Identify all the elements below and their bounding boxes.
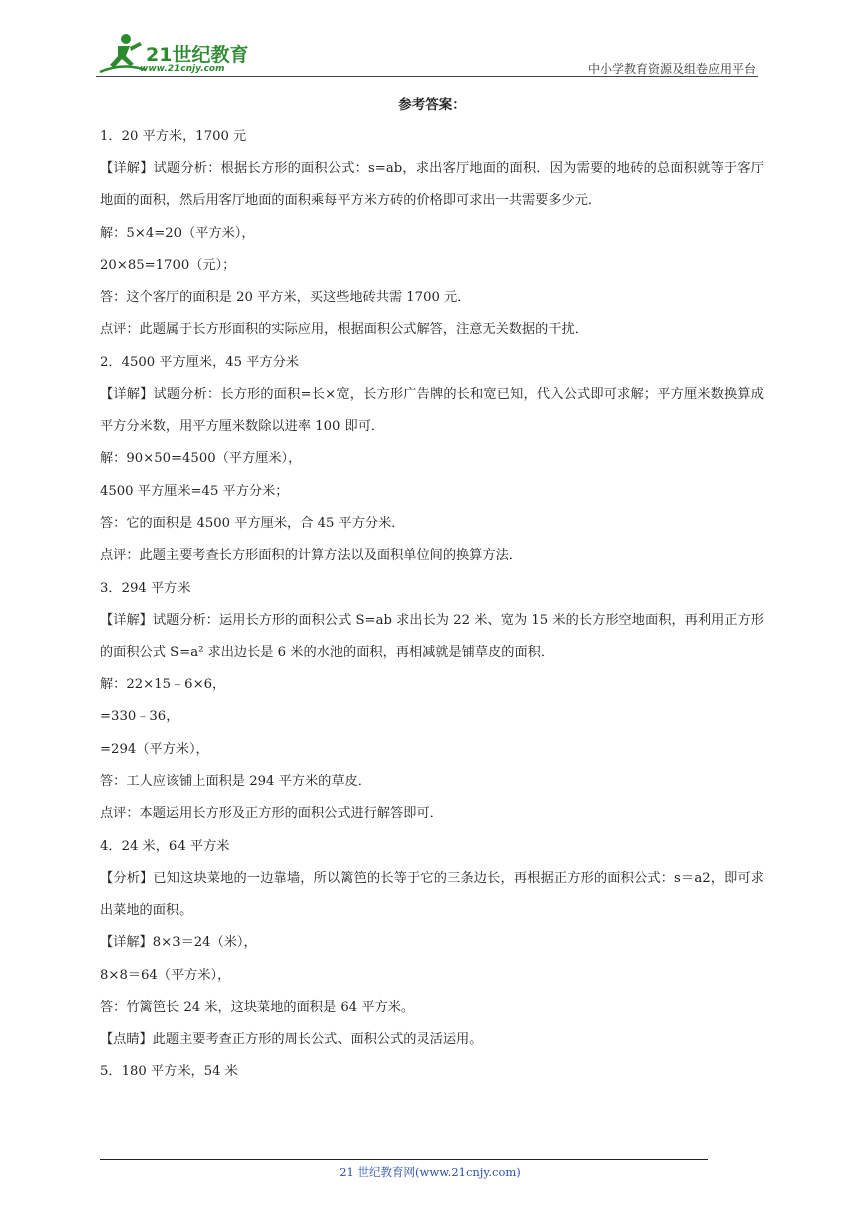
logo bbox=[96, 32, 266, 76]
answer-line: =330﹣36， bbox=[100, 709, 180, 725]
answer-block-5 bbox=[100, 1062, 764, 1082]
answer-detail: 【详解】试题分析：根据长方形的面积公式：s=ab，求出客厅地面的面积．因为需要的地砖的总面积就等于客厅地面的面积，然后用客厅地面的面积乘每平方米方砖的价格即可求出一共需要多少元． bbox=[100, 161, 764, 209]
answer-detail: 【详解】试题分析：运用长方形的面积公式 S=ab 求出长为 22 米、宽为 15 米的长方形空地面积，再利用正方形的面积公式 S=a² 求出边长是 6 米的水池的面积，再相减就是铺草皮的面积． bbox=[100, 612, 764, 660]
answer-detail: 【详解】试题分析：长方形的面积=长×宽，长方形广告牌的长和宽已知，代入公式即可求解；平方厘米数换算成平方分米数，用平方厘米数除以进率 100 即可． bbox=[100, 387, 764, 435]
answer-block-3 bbox=[100, 579, 764, 837]
answer-heading: 3．294 平方米 bbox=[100, 580, 191, 596]
footer-text: 21 世纪教育网(www.21cnjy.com) bbox=[339, 1165, 521, 1179]
logo-text: 21世纪教育 bbox=[146, 44, 249, 66]
page-header bbox=[96, 30, 758, 78]
answer-heading: 1．20 平方米，1700 元 bbox=[100, 129, 247, 144]
answer-line: 答：竹篱笆长 24 米，这块菜地的面积是 64 平方米。 bbox=[100, 999, 415, 1015]
answer-content bbox=[100, 96, 764, 1082]
answer-heading: 5．180 平方米，54 米 bbox=[100, 1064, 238, 1080]
answer-comment: 【点睛】此题主要考查正方形的周长公式、面积公式的灵活运用。 bbox=[100, 1032, 483, 1048]
answer-line: 解：5×4=20（平方米）， bbox=[100, 225, 255, 241]
footer-divider bbox=[100, 1159, 708, 1160]
answer-heading: 2．4500 平方厘米，45 平方分米 bbox=[100, 354, 299, 370]
answer-comment: 点评：本题运用长方形及正方形的面积公式进行解答即可． bbox=[100, 806, 443, 822]
page-title: 参考答案： bbox=[398, 97, 466, 113]
header-divider bbox=[96, 76, 758, 77]
answer-line: 8×8＝64（平方米）， bbox=[100, 967, 231, 983]
answer-analysis: 【分析】已知这块菜地的一边靠墙，所以篱笆的长等于它的三条边长，再根据正方形的面积公式：s＝a2，即可求出菜地的面积。 bbox=[100, 870, 764, 918]
platform-label: 中小学教育资源及组卷应用平台 bbox=[587, 62, 756, 76]
answer-comment: 点评：此题主要考查长方形面积的计算方法以及面积单位间的换算方法． bbox=[100, 548, 522, 564]
answer-line: 解：90×50=4500（平方厘米）， bbox=[100, 451, 302, 467]
answer-line: 答：这个客厅的面积是 20 平方米，买这些地砖共需 1700 元． bbox=[100, 290, 471, 306]
answer-line: 解：22×15﹣6×6， bbox=[100, 677, 226, 693]
answer-heading: 4．24 米，64 平方米 bbox=[100, 838, 230, 854]
answer-comment: 点评：此题属于长方形面积的实际应用，根据面积公式解答，注意无关数据的干扰． bbox=[100, 322, 588, 338]
answer-line: 答：它的面积是 4500 平方厘米，合 45 平方分米． bbox=[100, 515, 405, 531]
answer-block-1 bbox=[100, 127, 764, 353]
answer-line: 答：工人应该铺上面积是 294 平方米的草皮． bbox=[100, 774, 371, 790]
answer-block-2 bbox=[100, 353, 764, 579]
answer-line: 20×85=1700（元）； bbox=[100, 257, 236, 273]
logo-url: www.21cnjy.com bbox=[140, 64, 225, 74]
answer-line: 4500 平方厘米=45 平方分米； bbox=[100, 483, 289, 499]
answer-line: 【详解】8×3＝24（米）， bbox=[100, 935, 257, 951]
answer-line: =294（平方米）， bbox=[100, 741, 209, 757]
answer-block-4 bbox=[100, 837, 764, 1063]
